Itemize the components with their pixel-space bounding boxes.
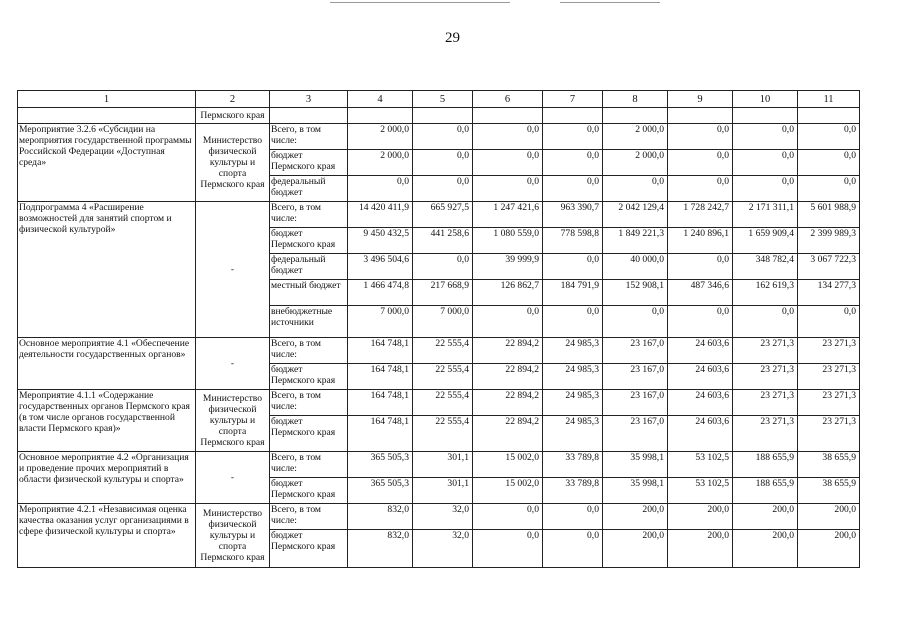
funding-source: федеральный бюджет — [270, 254, 348, 280]
funding-source: местный бюджет — [270, 280, 348, 306]
amount-cell: 0,0 — [413, 150, 473, 176]
amount-cell: 200,0 — [798, 530, 860, 568]
amount-cell: 23 271,3 — [733, 390, 798, 416]
funding-source: федеральный бюджет — [270, 176, 348, 202]
amount-cell: 0,0 — [798, 124, 860, 150]
amount-cell: 188 655,9 — [733, 478, 798, 504]
header-cell: 9 — [668, 91, 733, 108]
amount-cell: 0,0 — [798, 150, 860, 176]
continuation-empty-cell — [733, 108, 798, 124]
amount-cell: 24 985,3 — [543, 364, 603, 390]
amount-cell: 2 000,0 — [603, 150, 668, 176]
executor: Министерство физической культуры и спорта Пермского края — [196, 124, 270, 202]
amount-cell: 32,0 — [413, 504, 473, 530]
amount-cell: 22 894,2 — [473, 390, 543, 416]
amount-cell: 22 894,2 — [473, 364, 543, 390]
amount-cell: 200,0 — [603, 504, 668, 530]
funding-source: Всего, в том числе: — [270, 452, 348, 478]
funding-source: Всего, в том числе: — [270, 338, 348, 364]
amount-cell: 22 555,4 — [413, 390, 473, 416]
amount-cell: 24 603,6 — [668, 338, 733, 364]
funding-source: бюджет Пермского края — [270, 228, 348, 254]
top-rule-left — [330, 2, 510, 3]
amount-cell: 0,0 — [473, 504, 543, 530]
amount-cell: 0,0 — [473, 150, 543, 176]
amount-cell: 365 505,3 — [348, 478, 413, 504]
funding-source: бюджет Пермского края — [270, 416, 348, 452]
top-rule-right — [560, 2, 660, 3]
funding-source: внебюджетные источники — [270, 306, 348, 338]
amount-cell: 0,0 — [473, 530, 543, 568]
amount-cell: 0,0 — [733, 150, 798, 176]
amount-cell: 1 080 559,0 — [473, 228, 543, 254]
amount-cell: 23 271,3 — [733, 364, 798, 390]
amount-cell: 0,0 — [668, 176, 733, 202]
activity-name: Мероприятие 4.2.1 «Независимая оценка качества оказания услуг организациями в сфере физической культуры и спорта» — [18, 504, 196, 568]
amount-cell: 23 167,0 — [603, 416, 668, 452]
amount-cell: 188 655,9 — [733, 452, 798, 478]
amount-cell: 0,0 — [668, 124, 733, 150]
funding-source: бюджет Пермского края — [270, 150, 348, 176]
amount-cell: 24 985,3 — [543, 390, 603, 416]
continuation-empty-cell — [348, 108, 413, 124]
funding-source: Всего, в том числе: — [270, 202, 348, 228]
amount-cell: 40 000,0 — [603, 254, 668, 280]
amount-cell: 778 598,8 — [543, 228, 603, 254]
header-cell: 5 — [413, 91, 473, 108]
amount-cell: 24 603,6 — [668, 390, 733, 416]
amount-cell: 0,0 — [733, 306, 798, 338]
amount-cell: 33 789,8 — [543, 452, 603, 478]
amount-cell: 0,0 — [668, 306, 733, 338]
amount-cell: 0,0 — [733, 124, 798, 150]
amount-cell: 301,1 — [413, 452, 473, 478]
table-header-row — [18, 91, 860, 108]
continuation-empty-cell — [798, 108, 860, 124]
amount-cell: 0,0 — [668, 254, 733, 280]
continuation-empty-cell — [473, 108, 543, 124]
amount-cell: 22 555,4 — [413, 416, 473, 452]
amount-cell: 35 998,1 — [603, 452, 668, 478]
amount-cell: 665 927,5 — [413, 202, 473, 228]
amount-cell: 3 496 504,6 — [348, 254, 413, 280]
funding-source: бюджет Пермского края — [270, 364, 348, 390]
amount-cell: 39 999,9 — [473, 254, 543, 280]
table-row — [18, 390, 860, 416]
amount-cell: 365 505,3 — [348, 452, 413, 478]
amount-cell: 53 102,5 — [668, 452, 733, 478]
amount-cell: 7 000,0 — [348, 306, 413, 338]
amount-cell: 0,0 — [543, 176, 603, 202]
amount-cell: 23 167,0 — [603, 364, 668, 390]
table-body — [18, 91, 860, 568]
executor: - — [196, 202, 270, 338]
amount-cell: 0,0 — [543, 254, 603, 280]
amount-cell: 32,0 — [413, 530, 473, 568]
amount-cell: 35 998,1 — [603, 478, 668, 504]
funding-source: Всего, в том числе: — [270, 124, 348, 150]
amount-cell: 23 271,3 — [798, 416, 860, 452]
amount-cell: 0,0 — [603, 306, 668, 338]
amount-cell: 164 748,1 — [348, 364, 413, 390]
amount-cell: 0,0 — [473, 306, 543, 338]
header-cell: 1 — [18, 91, 196, 108]
amount-cell: 164 748,1 — [348, 338, 413, 364]
amount-cell: 1 659 909,4 — [733, 228, 798, 254]
amount-cell: 1 466 474,8 — [348, 280, 413, 306]
amount-cell: 832,0 — [348, 504, 413, 530]
amount-cell: 0,0 — [543, 530, 603, 568]
activity-name: Подпрограмма 4 «Расширение возможностей для занятий спортом и физической культурой» — [18, 202, 196, 338]
amount-cell: 162 619,3 — [733, 280, 798, 306]
amount-cell: 0,0 — [543, 150, 603, 176]
amount-cell: 22 555,4 — [413, 338, 473, 364]
amount-cell: 301,1 — [413, 478, 473, 504]
amount-cell: 0,0 — [543, 306, 603, 338]
header-cell: 6 — [473, 91, 543, 108]
continuation-executor: Пермского края — [196, 108, 270, 124]
funding-source: Всего, в том числе: — [270, 504, 348, 530]
header-cell: 8 — [603, 91, 668, 108]
budget-table — [17, 90, 860, 568]
amount-cell: 23 271,3 — [733, 416, 798, 452]
amount-cell: 23 167,0 — [603, 338, 668, 364]
amount-cell: 24 985,3 — [543, 416, 603, 452]
amount-cell: 0,0 — [603, 176, 668, 202]
amount-cell: 441 258,6 — [413, 228, 473, 254]
amount-cell: 5 601 988,9 — [798, 202, 860, 228]
executor: - — [196, 338, 270, 390]
amount-cell: 38 655,9 — [798, 478, 860, 504]
amount-cell: 22 555,4 — [413, 364, 473, 390]
amount-cell: 2 399 989,3 — [798, 228, 860, 254]
amount-cell: 53 102,5 — [668, 478, 733, 504]
amount-cell: 33 789,8 — [543, 478, 603, 504]
amount-cell: 23 167,0 — [603, 390, 668, 416]
amount-cell: 2 000,0 — [348, 124, 413, 150]
amount-cell: 0,0 — [413, 254, 473, 280]
amount-cell: 164 748,1 — [348, 416, 413, 452]
amount-cell: 2 000,0 — [603, 124, 668, 150]
header-cell: 3 — [270, 91, 348, 108]
amount-cell: 23 271,3 — [798, 390, 860, 416]
amount-cell: 0,0 — [668, 150, 733, 176]
amount-cell: 0,0 — [543, 504, 603, 530]
amount-cell: 15 002,0 — [473, 478, 543, 504]
amount-cell: 9 450 432,5 — [348, 228, 413, 254]
amount-cell: 38 655,9 — [798, 452, 860, 478]
amount-cell: 126 862,7 — [473, 280, 543, 306]
header-cell: 10 — [733, 91, 798, 108]
amount-cell: 23 271,3 — [733, 338, 798, 364]
header-cell: 4 — [348, 91, 413, 108]
table-row — [18, 202, 860, 228]
amount-cell: 200,0 — [668, 530, 733, 568]
amount-cell: 0,0 — [473, 176, 543, 202]
amount-cell: 1 240 896,1 — [668, 228, 733, 254]
amount-cell: 0,0 — [798, 306, 860, 338]
continuation-empty-cell — [668, 108, 733, 124]
funding-source: бюджет Пермского края — [270, 478, 348, 504]
amount-cell: 24 603,6 — [668, 416, 733, 452]
amount-cell: 134 277,3 — [798, 280, 860, 306]
continuation-row — [18, 108, 860, 124]
amount-cell: 2 171 311,1 — [733, 202, 798, 228]
amount-cell: 0,0 — [348, 176, 413, 202]
amount-cell: 0,0 — [733, 176, 798, 202]
amount-cell: 348 782,4 — [733, 254, 798, 280]
table-row — [18, 452, 860, 478]
amount-cell: 1 728 242,7 — [668, 202, 733, 228]
amount-cell: 200,0 — [733, 504, 798, 530]
amount-cell: 1 849 221,3 — [603, 228, 668, 254]
executor: Министерство физической культуры и спорта Пермского края — [196, 390, 270, 452]
table-row — [18, 504, 860, 530]
amount-cell: 2 042 129,4 — [603, 202, 668, 228]
amount-cell: 963 390,7 — [543, 202, 603, 228]
amount-cell: 200,0 — [733, 530, 798, 568]
funding-source: бюджет Пермского края — [270, 530, 348, 568]
activity-name: Основное мероприятие 4.2 «Организация и проведение прочих мероприятий в области физической культуры и спорта» — [18, 452, 196, 504]
amount-cell: 0,0 — [798, 176, 860, 202]
amount-cell: 14 420 411,9 — [348, 202, 413, 228]
continuation-empty-cell — [543, 108, 603, 124]
continuation-empty-cell — [270, 108, 348, 124]
amount-cell: 200,0 — [668, 504, 733, 530]
activity-name: Мероприятие 3.2.6 «Субсидии на мероприятия государственной программы Российской Федерации «Доступная среда» — [18, 124, 196, 202]
amount-cell: 23 271,3 — [798, 338, 860, 364]
continuation-empty-cell — [603, 108, 668, 124]
continuation-empty-cell — [18, 108, 196, 124]
amount-cell: 24 985,3 — [543, 338, 603, 364]
amount-cell: 22 894,2 — [473, 416, 543, 452]
amount-cell: 0,0 — [413, 176, 473, 202]
amount-cell: 0,0 — [413, 124, 473, 150]
header-cell: 7 — [543, 91, 603, 108]
amount-cell: 832,0 — [348, 530, 413, 568]
amount-cell: 24 603,6 — [668, 364, 733, 390]
funding-source: Всего, в том числе: — [270, 390, 348, 416]
amount-cell: 487 346,6 — [668, 280, 733, 306]
amount-cell: 0,0 — [473, 124, 543, 150]
table-row — [18, 124, 860, 150]
amount-cell: 184 791,9 — [543, 280, 603, 306]
table-row — [18, 338, 860, 364]
executor: - — [196, 452, 270, 504]
amount-cell: 1 247 421,6 — [473, 202, 543, 228]
amount-cell: 7 000,0 — [413, 306, 473, 338]
amount-cell: 0,0 — [543, 124, 603, 150]
amount-cell: 3 067 722,3 — [798, 254, 860, 280]
continuation-empty-cell — [413, 108, 473, 124]
amount-cell: 152 908,1 — [603, 280, 668, 306]
amount-cell: 217 668,9 — [413, 280, 473, 306]
amount-cell: 200,0 — [798, 504, 860, 530]
activity-name: Мероприятие 4.1.1 «Содержание государственных органов Пермского края (в том числе органов государственной власти Пермского края)» — [18, 390, 196, 452]
amount-cell: 2 000,0 — [348, 150, 413, 176]
activity-name: Основное мероприятие 4.1 «Обеспечение деятельности государственных органов» — [18, 338, 196, 390]
amount-cell: 22 894,2 — [473, 338, 543, 364]
header-cell: 2 — [196, 91, 270, 108]
header-cell: 11 — [798, 91, 860, 108]
amount-cell: 23 271,3 — [798, 364, 860, 390]
amount-cell: 164 748,1 — [348, 390, 413, 416]
executor: Министерство физической культуры и спорта Пермского края — [196, 504, 270, 568]
amount-cell: 15 002,0 — [473, 452, 543, 478]
page-number: 29 — [445, 30, 460, 46]
amount-cell: 200,0 — [603, 530, 668, 568]
